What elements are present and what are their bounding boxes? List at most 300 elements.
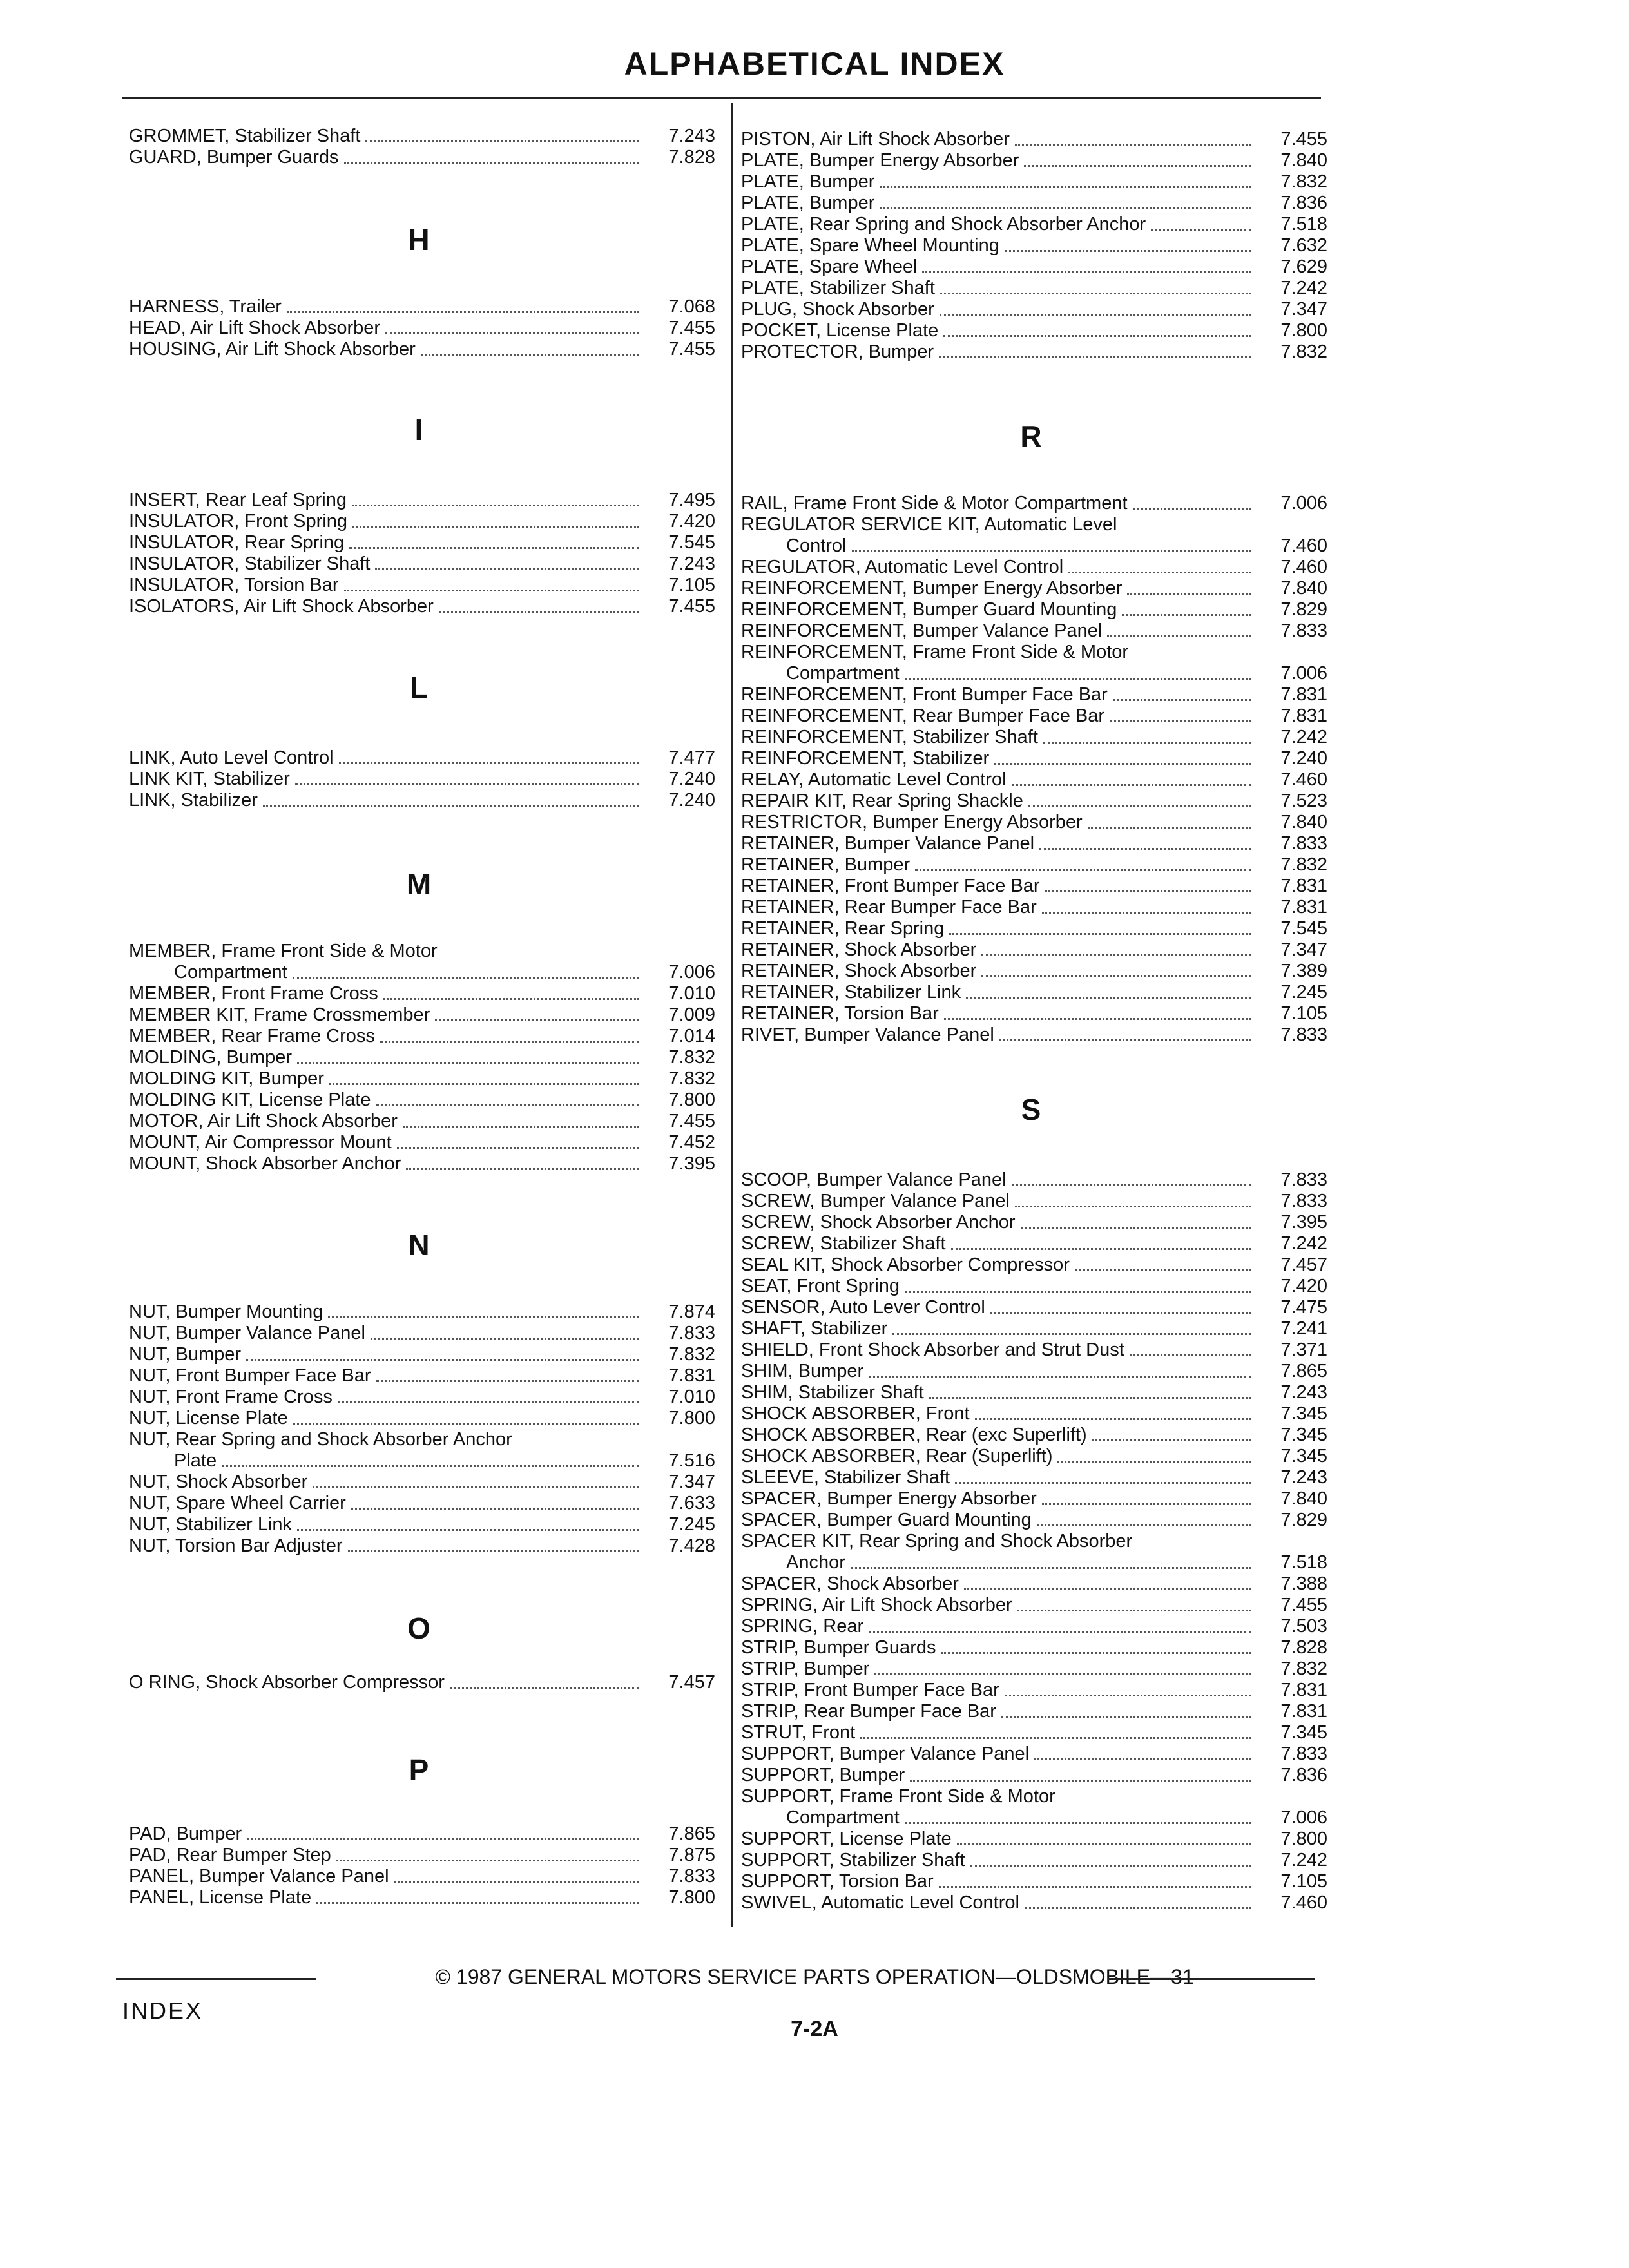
entry-name: INSERT, Rear Leaf Spring [129, 490, 347, 510]
entry-name: MOTOR, Air Lift Shock Absorber [129, 1111, 398, 1131]
entry-page: 7.371 [1280, 1340, 1327, 1360]
index-entry [741, 256, 1327, 278]
leader-dots [940, 293, 1251, 294]
leader-dots [383, 998, 639, 1000]
entry-name: SPACER, Shock Absorber [741, 1573, 959, 1594]
entry-page: 7.240 [1280, 748, 1327, 769]
index-entry [741, 1169, 1327, 1191]
index-entry [129, 1408, 715, 1429]
entry-name: SCREW, Stabilizer Shaft [741, 1233, 946, 1254]
entry-name: RETAINER, Rear Bumper Face Bar [741, 897, 1037, 918]
index-group-g [129, 126, 715, 168]
section-letter-i: I [414, 413, 423, 447]
entry-name: NUT, Stabilizer Link [129, 1514, 293, 1535]
entry-name: SHOCK ABSORBER, Rear (exc Superlift) [741, 1425, 1087, 1445]
column-divider [731, 103, 733, 1927]
index-entry [741, 171, 1327, 193]
index-entry [741, 1892, 1327, 1914]
index-entry [741, 684, 1327, 706]
entry-page: 7.455 [668, 1111, 715, 1131]
leader-dots [1021, 1227, 1251, 1229]
entry-page: 7.455 [668, 318, 715, 338]
entry-page: 7.831 [668, 1365, 715, 1386]
entry-name: PAD, Rear Bumper Step [129, 1845, 331, 1865]
entry-name: SUPPORT, Stabilizer Shaft [741, 1850, 965, 1870]
entry-name: RETAINER, Shock Absorber [741, 939, 977, 960]
leader-dots [1042, 912, 1251, 914]
entry-page: 7.388 [1280, 1573, 1327, 1594]
index-entry [741, 620, 1327, 642]
entry-name: Compartment [786, 1807, 900, 1828]
index-entry [741, 982, 1327, 1003]
index-entry [741, 769, 1327, 791]
entry-page: 7.105 [668, 575, 715, 595]
leader-dots [247, 1838, 639, 1840]
entry-page: 7.347 [668, 1472, 715, 1492]
entry-page: 7.460 [1280, 535, 1327, 556]
leader-dots [869, 1376, 1251, 1378]
index-entry [741, 961, 1327, 982]
entry-page: 7.241 [1280, 1318, 1327, 1339]
leader-dots [955, 1482, 1251, 1484]
entry-name: O RING, Shock Absorber Compressor [129, 1672, 445, 1693]
index-entry [129, 1450, 715, 1472]
entry-name: REINFORCEMENT, Bumper Energy Absorber [741, 578, 1123, 599]
entry-name: PAD, Bumper [129, 1823, 242, 1844]
entry-name: RETAINER, Bumper [741, 854, 911, 875]
entry-page: 7.632 [1280, 235, 1327, 256]
leader-dots [385, 332, 639, 334]
entry-page: 7.345 [1280, 1446, 1327, 1466]
entry-name: MOLDING, Bumper [129, 1047, 292, 1068]
leader-dots [1127, 593, 1251, 595]
entry-page: 7.828 [1280, 1637, 1327, 1658]
entry-name: NUT, Spare Wheel Carrier [129, 1493, 346, 1514]
leader-dots [313, 1486, 639, 1488]
entry-name: MOLDING KIT, License Plate [129, 1090, 371, 1110]
index-entry [741, 1531, 1327, 1552]
index-entry [741, 663, 1327, 684]
leader-dots [1037, 1524, 1251, 1526]
leader-dots [1015, 144, 1251, 146]
entry-name: SHAFT, Stabilizer [741, 1318, 888, 1339]
entry-page: 7.006 [1280, 1807, 1327, 1828]
leader-dots [940, 314, 1251, 316]
entry-name: SHIELD, Front Shock Absorber and Strut Dust [741, 1340, 1124, 1360]
entry-page: 7.457 [668, 1672, 715, 1693]
leader-dots [1110, 720, 1251, 722]
index-entry [741, 320, 1327, 341]
index-entry [741, 1297, 1327, 1318]
leader-dots [939, 1886, 1251, 1888]
leader-dots [964, 1588, 1251, 1590]
entry-page: 7.010 [668, 983, 715, 1004]
entry-name: RETAINER, Front Bumper Face Bar [741, 876, 1040, 896]
entry-page: 7.420 [1280, 1276, 1327, 1296]
entry-page: 7.240 [668, 769, 715, 789]
index-entry [129, 596, 715, 617]
leader-dots [352, 526, 639, 528]
leader-dots [246, 1359, 639, 1361]
index-entry [741, 1425, 1327, 1446]
entry-page: 7.395 [1280, 1212, 1327, 1233]
entry-name: REINFORCEMENT, Stabilizer [741, 748, 990, 769]
index-entry [741, 1701, 1327, 1722]
index-entry [741, 1829, 1327, 1850]
entry-page: 7.865 [668, 1823, 715, 1844]
entry-page: 7.242 [1280, 727, 1327, 747]
index-entry [741, 1573, 1327, 1595]
entry-name: SHIM, Stabilizer Shaft [741, 1382, 924, 1403]
entry-page: 7.068 [668, 296, 715, 317]
index-entry [741, 1616, 1327, 1637]
entry-name: GUARD, Bumper Guards [129, 147, 339, 168]
entry-name: SUPPORT, Bumper Valance Panel [741, 1744, 1030, 1764]
index-entry [129, 1090, 715, 1111]
leader-dots [949, 933, 1251, 935]
entry-page: 7.460 [1280, 1892, 1327, 1913]
leader-dots [880, 186, 1251, 188]
entry-page: 7.800 [668, 1090, 715, 1110]
index-entry [129, 532, 715, 553]
index-entry [741, 1680, 1327, 1701]
leader-dots [339, 762, 639, 764]
leader-dots [435, 1019, 639, 1021]
index-entry [129, 1472, 715, 1493]
entry-name: REGULATOR SERVICE KIT, Automatic Level [741, 514, 1117, 535]
entry-name: INSULATOR, Torsion Bar [129, 575, 339, 595]
index-entry [741, 1254, 1327, 1276]
index-entry [741, 1003, 1327, 1024]
leader-dots [941, 1652, 1251, 1654]
index-entry [129, 962, 715, 983]
leader-dots [905, 1291, 1251, 1293]
entry-page: 7.523 [1280, 791, 1327, 811]
entry-name: NUT, Bumper Valance Panel [129, 1323, 365, 1343]
leader-dots [397, 1147, 639, 1149]
entry-name: SPACER, Bumper Guard Mounting [741, 1510, 1032, 1530]
entry-page: 7.014 [668, 1026, 715, 1046]
index-entry [741, 1871, 1327, 1892]
entry-page: 7.545 [668, 532, 715, 553]
entry-page: 7.831 [1280, 706, 1327, 726]
entry-name: PANEL, License Plate [129, 1887, 312, 1908]
entry-name: NUT, License Plate [129, 1408, 288, 1428]
leader-dots [376, 1104, 639, 1106]
leader-dots [999, 1039, 1251, 1041]
title-rule [122, 97, 1321, 99]
leader-dots [344, 590, 639, 591]
index-entry [741, 1467, 1327, 1488]
entry-name: Compartment [786, 663, 900, 684]
index-entry [129, 1493, 715, 1514]
entry-name: MEMBER, Rear Frame Cross [129, 1026, 375, 1046]
entry-name: SEAT, Front Spring [741, 1276, 900, 1296]
entry-name: REGULATOR, Automatic Level Control [741, 557, 1064, 577]
index-entry [741, 578, 1327, 599]
entry-page: 7.874 [668, 1302, 715, 1322]
index-entry [129, 1026, 715, 1047]
leader-dots [348, 1550, 640, 1552]
index-entry [741, 642, 1327, 663]
leader-dots [905, 678, 1251, 680]
entry-page: 7.833 [1280, 1169, 1327, 1190]
index-entry [741, 1191, 1327, 1212]
entry-page: 7.242 [1280, 1850, 1327, 1870]
entry-name: SCREW, Bumper Valance Panel [741, 1191, 1010, 1211]
index-entry [741, 599, 1327, 620]
index-entry [741, 1233, 1327, 1254]
entry-name: SPACER KIT, Rear Spring and Shock Absorber [741, 1531, 1133, 1552]
entry-name: RETAINER, Bumper Valance Panel [741, 833, 1035, 854]
entry-name: PLATE, Spare Wheel [741, 256, 918, 277]
entry-name: MEMBER, Front Frame Cross [129, 983, 378, 1004]
entry-name: SPRING, Rear [741, 1616, 864, 1637]
entry-name: SENSOR, Auto Lever Control [741, 1297, 985, 1318]
leader-dots [380, 1041, 639, 1043]
entry-page: 7.840 [1280, 812, 1327, 832]
index-entry [741, 1637, 1327, 1658]
entry-name: SLEEVE, Stabilizer Shaft [741, 1467, 950, 1488]
leader-dots [263, 805, 639, 807]
index-entry [129, 1004, 715, 1026]
entry-name: Compartment [174, 962, 287, 983]
index-group-n [129, 1302, 715, 1557]
entry-name: Anchor [786, 1552, 845, 1573]
index-entry [741, 341, 1327, 363]
leader-dots [439, 611, 639, 613]
index-entry [741, 918, 1327, 939]
index-entry [129, 1365, 715, 1387]
index-entry [741, 1786, 1327, 1807]
leader-dots [287, 311, 639, 313]
entry-name: REINFORCEMENT, Front Bumper Face Bar [741, 684, 1108, 705]
entry-name: POCKET, License Plate [741, 320, 939, 341]
leader-dots [297, 1529, 639, 1531]
entry-page: 7.875 [668, 1845, 715, 1865]
entry-page: 7.460 [1280, 769, 1327, 790]
entry-name: GROMMET, Stabilizer Shaft [129, 126, 361, 146]
index-entry [129, 1068, 715, 1090]
entry-page: 7.455 [668, 596, 715, 617]
entry-name: NUT, Bumper Mounting [129, 1302, 323, 1322]
leader-dots [1028, 805, 1251, 807]
leader-dots [1001, 1716, 1251, 1718]
leader-dots [1017, 1610, 1251, 1611]
index-entry [741, 193, 1327, 214]
index-entry [741, 1552, 1327, 1573]
entry-page: 7.629 [1280, 256, 1327, 277]
entry-page: 7.800 [668, 1887, 715, 1908]
entry-name: PLATE, Stabilizer Shaft [741, 278, 935, 298]
entry-name: SUPPORT, Torsion Bar [741, 1871, 934, 1892]
entry-name: MEMBER KIT, Frame Crossmember [129, 1004, 430, 1025]
entry-page: 7.243 [1280, 1382, 1327, 1403]
entry-page: 7.245 [1280, 982, 1327, 1003]
leader-dots [406, 1168, 639, 1170]
entry-page: 7.009 [668, 1004, 715, 1025]
entry-page: 7.831 [1280, 684, 1327, 705]
index-entry [741, 1382, 1327, 1403]
entry-page: 7.477 [668, 747, 715, 768]
index-entry [129, 553, 715, 575]
entry-page: 7.840 [1280, 150, 1327, 171]
entry-page: 7.242 [1280, 1233, 1327, 1254]
entry-name: Control [786, 535, 847, 556]
entry-page: 7.006 [1280, 493, 1327, 514]
entry-page: 7.428 [668, 1535, 715, 1556]
leader-dots [371, 1338, 639, 1340]
index-entry [741, 129, 1327, 150]
entry-page: 7.832 [1280, 341, 1327, 362]
index-entry [741, 1765, 1327, 1786]
index-entry [741, 1850, 1327, 1871]
entry-page: 7.105 [1280, 1871, 1327, 1892]
leader-dots [1012, 1184, 1251, 1186]
leader-dots [1057, 1461, 1251, 1463]
entry-page: 7.006 [1280, 663, 1327, 684]
entry-name: INSULATOR, Rear Spring [129, 532, 345, 553]
leader-dots [329, 1083, 639, 1085]
index-entry [741, 1212, 1327, 1233]
leader-dots [450, 1687, 639, 1689]
entry-page: 7.518 [1280, 214, 1327, 235]
leader-dots [1045, 890, 1251, 892]
index-entry [741, 1340, 1327, 1361]
leader-dots [851, 1567, 1251, 1569]
entry-name: LINK, Auto Level Control [129, 747, 334, 768]
entry-page: 7.833 [668, 1323, 715, 1343]
entry-page: 7.833 [1280, 620, 1327, 641]
entry-name: PLATE, Bumper [741, 171, 875, 192]
leader-dots [1133, 508, 1251, 510]
leader-dots [376, 1380, 640, 1382]
leader-dots [910, 1780, 1251, 1782]
index-group-p-right [741, 129, 1327, 363]
leader-dots [1088, 827, 1251, 829]
index-entry [129, 1323, 715, 1344]
entry-name: NUT, Bumper [129, 1344, 242, 1365]
leader-dots [316, 1902, 639, 1904]
leader-dots [375, 568, 639, 570]
index-entry [129, 1429, 715, 1450]
index-entry [741, 791, 1327, 812]
entry-page: 7.455 [668, 339, 715, 360]
index-entry [129, 1823, 715, 1845]
index-entry [129, 296, 715, 318]
entry-page: 7.243 [668, 553, 715, 574]
entry-page: 7.460 [1280, 557, 1327, 577]
leader-dots [1005, 250, 1251, 252]
leader-dots [869, 1631, 1251, 1633]
leader-dots [1025, 1907, 1251, 1909]
leader-dots [874, 1673, 1251, 1675]
entry-page: 7.831 [1280, 897, 1327, 918]
entry-page: 7.495 [668, 490, 715, 510]
section-letter-m: M [406, 867, 432, 901]
index-entry [741, 1744, 1327, 1765]
entry-name: SUPPORT, Bumper [741, 1765, 905, 1785]
leader-dots [344, 162, 639, 164]
index-entry [741, 214, 1327, 235]
entry-page: 7.832 [668, 1047, 715, 1068]
index-entry [741, 1276, 1327, 1297]
leader-dots [338, 1401, 639, 1403]
leader-dots [1012, 784, 1251, 786]
index-entry [741, 727, 1327, 748]
entry-name: ISOLATORS, Air Lift Shock Absorber [129, 596, 434, 617]
entry-name: MOLDING KIT, Bumper [129, 1068, 324, 1089]
index-entry [129, 1111, 715, 1132]
entry-name: SUPPORT, Frame Front Side & Motor [741, 1786, 1055, 1807]
leader-dots [1042, 1503, 1251, 1505]
leader-dots [349, 547, 639, 549]
entry-page: 7.800 [1280, 320, 1327, 341]
entry-page: 7.800 [668, 1408, 715, 1428]
leader-dots [1075, 1269, 1251, 1271]
leader-dots [352, 505, 639, 506]
index-entry [741, 535, 1327, 557]
index-entry [129, 575, 715, 596]
entry-name: MOUNT, Air Compressor Mount [129, 1132, 392, 1153]
leader-dots [1130, 1354, 1251, 1356]
index-entry [129, 511, 715, 532]
leader-dots [1113, 699, 1251, 701]
entry-page: 7.475 [1280, 1297, 1327, 1318]
index-entry [129, 1132, 715, 1153]
entry-page: 7.829 [1280, 599, 1327, 620]
entry-name: NUT, Torsion Bar Adjuster [129, 1535, 343, 1556]
index-entry [741, 1595, 1327, 1616]
entry-page: 7.420 [668, 511, 715, 532]
entry-name: NUT, Shock Absorber [129, 1472, 308, 1492]
section-letter-r: R [1020, 419, 1042, 453]
entry-page: 7.831 [1280, 1701, 1327, 1722]
leader-dots [943, 335, 1251, 337]
entry-page: 7.832 [668, 1344, 715, 1365]
entry-page: 7.832 [668, 1068, 715, 1089]
entry-name: REPAIR KIT, Rear Spring Shackle [741, 791, 1023, 811]
index-entry [741, 235, 1327, 256]
index-entry [741, 1722, 1327, 1744]
index-entry [741, 1318, 1327, 1340]
entry-name: LINK, Stabilizer [129, 790, 258, 811]
index-entry [741, 1510, 1327, 1531]
index-entry [129, 1047, 715, 1068]
entry-name: MOUNT, Shock Absorber Anchor [129, 1153, 401, 1174]
index-entry [129, 147, 715, 168]
entry-page: 7.243 [668, 126, 715, 146]
entry-page: 7.831 [1280, 1680, 1327, 1700]
index-entry [129, 1845, 715, 1866]
leader-dots [1015, 1206, 1251, 1207]
index-entry [741, 876, 1327, 897]
entry-page: 7.800 [1280, 1829, 1327, 1849]
entry-name: PLATE, Bumper [741, 193, 875, 213]
entry-name: INSULATOR, Front Spring [129, 511, 347, 532]
entry-page: 7.840 [1280, 1488, 1327, 1509]
index-entry [741, 939, 1327, 961]
entry-name: SHOCK ABSORBER, Front [741, 1403, 970, 1424]
index-group-o [129, 1672, 715, 1693]
leader-dots [880, 207, 1251, 209]
leader-dots [403, 1126, 639, 1128]
entry-page: 7.503 [1280, 1616, 1327, 1637]
index-entry [741, 854, 1327, 876]
leader-dots [970, 1865, 1251, 1867]
entry-page: 7.832 [1280, 1658, 1327, 1679]
entry-name: PROTECTOR, Bumper [741, 341, 934, 362]
